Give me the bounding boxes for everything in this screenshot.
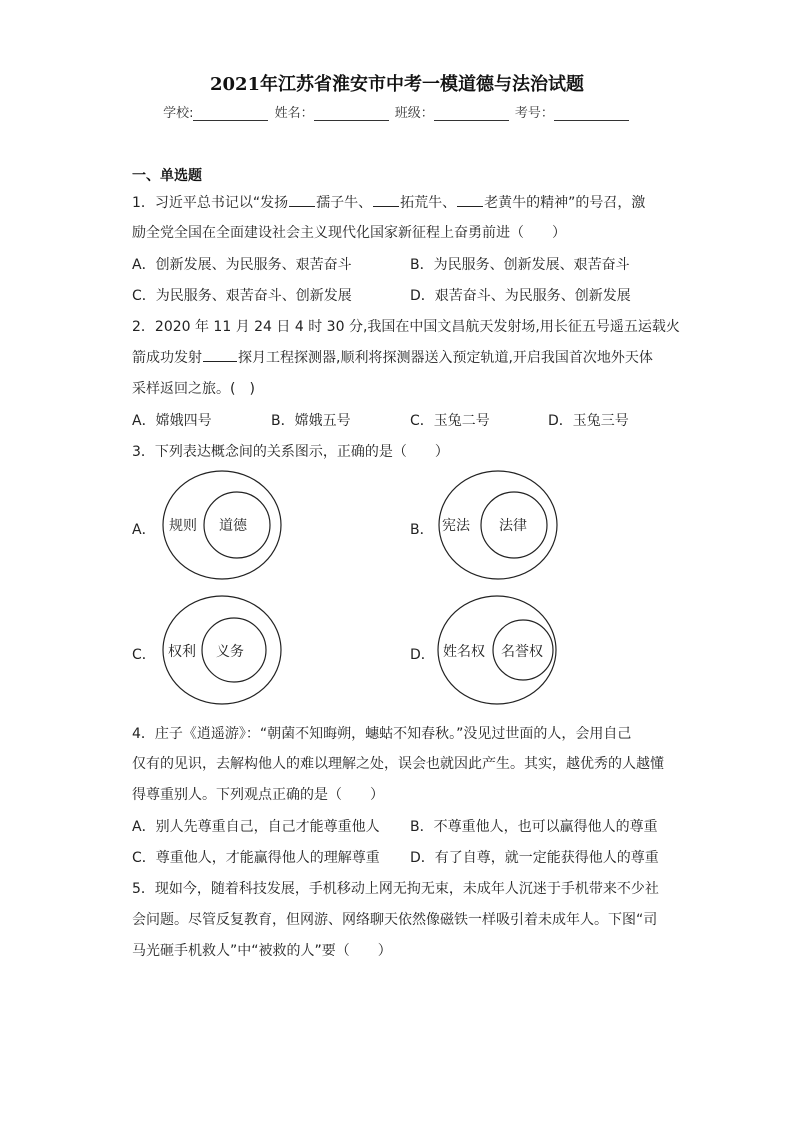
q3-option-c[interactable] — [132, 596, 281, 704]
q3-b-label: B． — [410, 522, 434, 538]
q5-stem-line1: 5．现如今，随着科技发展，手机移动上网无拘无束，未成年人沉迷于手机带来不少社 — [132, 881, 659, 897]
q1-option-a[interactable]: A．创新发展、为民服务、艰苦奋斗 — [132, 257, 352, 273]
q1-text-b: 孺子牛、 — [316, 195, 373, 211]
q3-b-outer-text: 宪法 — [442, 518, 470, 534]
q4-stem-line1: 4．庄子《逍遥游》：“朝菌不知晦朔，蟪蛄不知春秋。”没见过世面的人，会用自己 — [132, 726, 632, 742]
q1-stem-line2: 励全党全国在全面建设社会主义现代化国家新征程上奋勇前进（ ） — [132, 225, 566, 241]
q1-option-d[interactable]: D．艰苦奋斗、为民服务、创新发展 — [410, 288, 631, 304]
q4-option-d[interactable]: D．有了自尊，就一定能获得他人的尊重 — [410, 850, 659, 866]
q3-d-label: D． — [410, 647, 435, 663]
q2-blank — [203, 349, 237, 362]
q2-stem-line2 — [132, 347, 653, 367]
exam-no-label: 考号： — [514, 106, 554, 121]
student-info-line — [0, 102, 794, 121]
school-label: 学校: — [163, 106, 194, 121]
q1-text-c: 拓荒牛、 — [400, 195, 457, 211]
class-label: 班级： — [394, 106, 434, 121]
q5-stem-line2: 会问题。尽管反复教育，但网游、网络聊天依然像磁铁一样吸引着未成年人。下图“司 — [132, 912, 658, 928]
class-blank — [434, 108, 509, 121]
page-title: 2021年江苏省淮安市中考一模道德与法治试题 — [209, 74, 585, 95]
q2-stem-line3: 采样返回之旅。( ) — [132, 381, 255, 397]
q3-a-outer-text: 规则 — [169, 518, 197, 534]
q2-stem-line1: 2．2020 年 11 月 24 日 4 时 30 分,我国在中国文昌航天发射场,用长征五号遥五运载火 — [132, 319, 680, 335]
q3-a-label: A． — [132, 522, 156, 538]
q2-text-b: 探月工程探测器,顺利将探测器送入预定轨道,开启我国首次地外天体 — [238, 350, 653, 366]
q1-option-b[interactable]: B．为民服务、创新发展、艰苦奋斗 — [410, 257, 630, 273]
q1-blank-3 — [457, 194, 483, 207]
q3-option-d[interactable] — [410, 596, 556, 704]
q2-option-c[interactable]: C．玉兔二号 — [410, 413, 490, 429]
q3-c-inner-text: 义务 — [216, 644, 244, 660]
q2-option-d[interactable]: D．玉兔三号 — [548, 413, 629, 429]
q1-text-a: 1．习近平总书记以“发扬 — [132, 195, 289, 211]
q3-option-b[interactable] — [410, 471, 557, 579]
q1-blank-2 — [373, 194, 399, 207]
q3-d-outer-text: 姓名权 — [443, 644, 485, 660]
exam-no-blank — [554, 108, 629, 121]
q3-a-inner-text: 道德 — [219, 518, 247, 534]
q4-option-b[interactable]: B．不尊重他人，也可以赢得他人的尊重 — [410, 819, 658, 835]
q1-option-c[interactable]: C．为民服务、艰苦奋斗、创新发展 — [132, 288, 352, 304]
q3-c-label: C． — [132, 647, 156, 663]
q5-stem-line3: 马光砸手机救人”中“被救的人”要（ ） — [132, 943, 392, 959]
name-label: 姓名： — [274, 106, 314, 121]
q3-diagrams — [0, 460, 794, 720]
q3-d-inner-text: 名誉权 — [501, 644, 543, 660]
q1-stem-line1 — [132, 192, 645, 212]
section-title: 一、单选题 — [132, 168, 202, 184]
q3-b-inner-text: 法律 — [499, 518, 527, 534]
q2-option-a[interactable]: A．嫦娥四号 — [132, 413, 212, 429]
q3-stem: 3．下列表达概念间的关系图示，正确的是（ ） — [132, 444, 449, 460]
q4-option-c[interactable]: C．尊重他人，才能赢得他人的理解尊重 — [132, 850, 380, 866]
q3-c-outer-text: 权利 — [168, 644, 196, 660]
q2-text-a: 箭成功发射 — [132, 350, 202, 366]
name-blank — [314, 108, 389, 121]
school-blank — [193, 108, 268, 121]
q1-blank-1 — [289, 194, 315, 207]
q4-option-a[interactable]: A．别人先尊重自己，自己才能尊重他人 — [132, 819, 380, 835]
q1-text-d: 老黄牛的精神”的号召，激 — [484, 195, 646, 211]
q4-stem-line3: 得尊重别人。下列观点正确的是（ ） — [132, 787, 384, 803]
q2-option-b[interactable]: B．嫦娥五号 — [271, 413, 351, 429]
q3-option-a[interactable] — [132, 471, 281, 579]
q4-stem-line2: 仅有的见识，去解构他人的难以理解之处，误会也就因此产生。其实，越优秀的人越懂 — [132, 756, 664, 772]
